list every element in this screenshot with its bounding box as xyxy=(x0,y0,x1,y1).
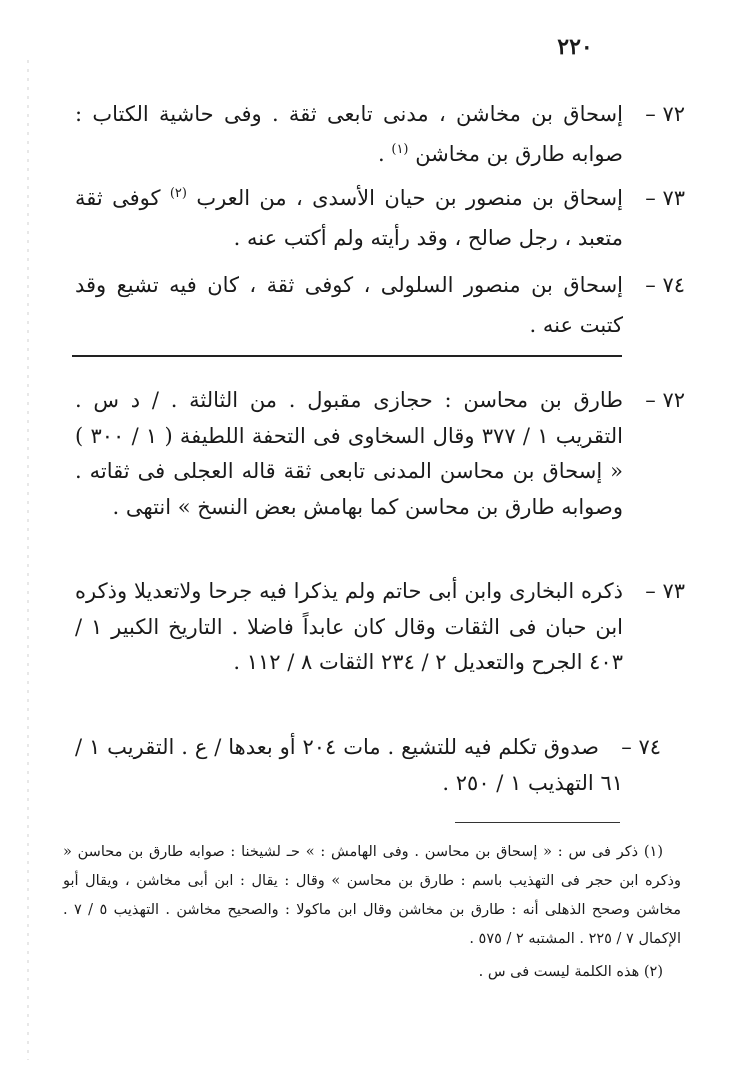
footnote-divider xyxy=(455,822,620,823)
note-number: ٧٢ – xyxy=(645,388,685,412)
note-number: ٧٤ – xyxy=(621,735,661,759)
note-entry-74 xyxy=(75,730,661,801)
scan-edge-artifact xyxy=(27,60,29,1060)
entry-text: إسحاق بن مخاشن ، مدنى تابعى ثقة . وفى حاشية الكتاب : صوابه طارق بن مخاشن xyxy=(75,102,623,166)
entry-number: ٧٣ – xyxy=(645,186,685,210)
note-entry-72 xyxy=(75,383,685,525)
entry-text: إسحاق بن منصور السلولى ، كوفى ثقة ، كان فيه تشيع وقد كتبت عنه . xyxy=(75,273,623,337)
footnotes xyxy=(63,838,681,987)
footnote-ref-2[interactable]: (٢) xyxy=(169,186,187,201)
entry-number: ٧٤ – xyxy=(645,273,685,297)
section-divider xyxy=(72,355,622,357)
main-entry-74 xyxy=(75,265,685,345)
main-entry-72 xyxy=(75,94,685,174)
note-entry-73 xyxy=(75,574,685,681)
note-text: طارق بن محاسن : حجازى مقبول . من الثالثة . / د س . التقريب ١ / ٣٧٧ وقال السخاوى فى التحفة اللطيفة ( ١ / ٣٠٠ ) « إسحاق بن محاسن المدنى تابعى ثقة قاله العجلى فى ثقاته . وصوابه طارق بن محاسن كما بهامش بعض النسخ » انتهى . xyxy=(75,388,624,519)
entry-text-end: كوفى ثقة متعبد ، رجل صالح ، وقد رأيته ولم أكتب عنه . xyxy=(75,186,623,250)
main-entry-73 xyxy=(75,178,685,258)
footnote-2: (٢) هذه الكلمة ليست فى س . xyxy=(478,964,663,980)
note-text: ذكره البخارى وابن أبى حاتم ولم يذكرا فيه جرحا ولاتعديلا وذكره ابن حبان فى الثقات وقال كان عابداً فاضلا . التاريخ الكبير ١ / ٤٠٣ الجرح والتعديل ٢ / ٢٣٤ الثقات ٨ / ١١٢ . xyxy=(75,579,623,674)
entry-number: ٧٢ – xyxy=(645,102,685,126)
entry-text: إسحاق بن منصور بن حيان الأسدى ، من العرب xyxy=(196,186,623,210)
note-text: صدوق تكلم فيه للتشيع . مات ٢٠٤ أو بعدها / ع . التقريب ١ / ٦١ التهذيب ١ / ٢٥٠ . xyxy=(75,735,623,795)
note-number: ٧٣ – xyxy=(645,579,685,603)
page-number: ٢٢٠ xyxy=(557,34,593,60)
footnote-1: (١) ذكر فى س : « إسحاق بن محاسن . وفى الهامش : » حـ لشيخنا : صوابه طارق بن محاسن « وذكره ابن حجر فى التهذيب باسم : طارق بن محاسن » وقال : يقال : ابن أبى مخاشن ، ويقال أبو مخاشن وصحح الذهلى أنه : طارق بن مخاشن وقال ابن ماكولا : والصحيح مخاشن . التهذيب ٥ / ٧ . الإكمال ٧ / ٢٢٥ . المشتبه ٢ / ٥٧٥ . xyxy=(63,844,682,947)
footnote-ref-1[interactable]: (١) xyxy=(391,142,409,157)
entry-text-end: . xyxy=(377,142,385,166)
